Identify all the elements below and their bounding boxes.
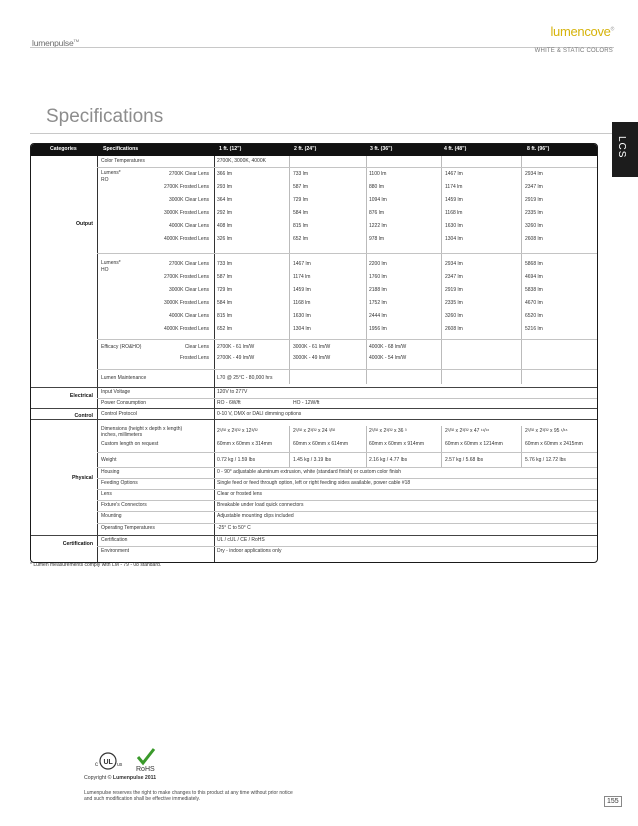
lumen-value: 293 lm [217, 184, 233, 190]
lumen-value: 1174 lm [445, 184, 463, 190]
spec-value: UL / cUL / CE / RoHS [217, 537, 265, 543]
category-divider [31, 408, 597, 409]
lumen-value: 1630 lm [445, 223, 463, 229]
rohs-mark: RoHS [136, 766, 155, 773]
spec-label: Environment [101, 548, 130, 554]
lumen-value: 5216 lm [525, 326, 543, 332]
spec-value: 0 - 90° adjustable aluminum extrusion, white (standard finish) or custom color finish [217, 469, 402, 475]
lumen-value: 1630 lm [293, 313, 311, 319]
efficacy-value: 3000K - 49 lm/W [293, 355, 331, 361]
lens-label: 2700K Frosted Lens [163, 184, 209, 190]
spec-label: Control Protocol [101, 411, 137, 417]
lumencove-logo: lumencove® [550, 24, 614, 39]
category-divider [31, 419, 597, 420]
legal-line: Lumenpulse reserves the right to make changes to this product at any time without prior notice [84, 790, 293, 796]
side-tab: LCS [612, 122, 638, 177]
weight-value: 2.16 kg / 4.77 lbs [369, 457, 408, 463]
spec-value: -25° C to 50° C [217, 525, 251, 531]
category-certification: Certification [62, 541, 93, 547]
efficacy-value: 2700K - 61 lm/W [217, 344, 255, 350]
row-divider [97, 511, 597, 512]
lumen-value: 2200 lm [369, 261, 387, 267]
lumen-value: 1168 lm [445, 210, 463, 216]
spec-value: 0-10 V, DMX or DALI dimming options [217, 411, 302, 417]
lumen-value: 584 lm [293, 210, 309, 216]
row-divider [97, 467, 597, 468]
heading-divider [30, 133, 614, 134]
spec-label: RO [101, 177, 109, 183]
weight-value: 1.45 kg / 3.19 lbs [293, 457, 332, 463]
lumen-value: 2335 lm [525, 210, 543, 216]
grid-col [441, 156, 442, 384]
category-divider [31, 535, 597, 536]
spec-label: Lumen Maintenance [101, 375, 147, 381]
lumen-value: 587 lm [293, 184, 309, 190]
dimension-inches: 2³/³² x 2³/³² x 47 ¹¹/¹⁶ [445, 428, 490, 434]
lumen-value: 1752 lm [369, 300, 387, 306]
table-header [31, 144, 597, 156]
row-divider [97, 478, 597, 479]
top-divider [30, 47, 614, 48]
lumen-value: 652 lm [293, 236, 309, 242]
grid-col [521, 426, 522, 467]
dimension-inches: 2³/³² x 2³/³² x 12³/³² [217, 428, 258, 434]
lumen-value: 587 lm [217, 274, 233, 280]
lens-label: 3000K Clear Lens [168, 197, 209, 203]
spec-label: Lumens* [101, 170, 121, 176]
grid-col [366, 156, 367, 384]
row-divider [97, 167, 597, 168]
category-divider [31, 387, 597, 388]
lumen-value: 2934 lm [525, 171, 543, 177]
lumen-value: 3260 lm [445, 313, 463, 319]
lens-label: Clear Lens [184, 344, 209, 350]
lumen-value: 4670 lm [525, 300, 543, 306]
lumen-value: 729 lm [293, 197, 309, 203]
lens-label: 2700K Clear Lens [168, 261, 209, 267]
lumen-value: 652 lm [217, 326, 233, 332]
legal-line: and such modification shall be effective immediately. [84, 796, 200, 802]
lumen-value: 2608 lm [445, 326, 463, 332]
spec-value: Adjustable mounting clips included [217, 513, 294, 519]
lens-label: 4000K Clear Lens [168, 313, 209, 319]
lumen-value: 1304 lm [293, 326, 311, 332]
header-3ft: 3 ft. (36") [370, 146, 393, 152]
grid-col [289, 426, 290, 467]
dimension-mm: 60mm x 60mm x 614mm [293, 441, 349, 447]
lumen-value: 978 lm [369, 236, 385, 242]
spec-label: Operating Temperatures [101, 525, 155, 531]
row-divider [97, 546, 597, 547]
dimension-mm: 60mm x 60mm x 1214mm [445, 441, 503, 447]
lumen-value: 729 lm [217, 287, 233, 293]
lens-label: 3000K Frosted Lens [163, 210, 209, 216]
lumen-value: 880 lm [369, 184, 385, 190]
lumen-value: 364 lm [217, 197, 233, 203]
lumen-value: 2919 lm [525, 197, 543, 203]
category-control: Control [74, 413, 93, 419]
efficacy-value: 4000K - 68 lm/W [369, 344, 407, 350]
lumen-value: 5868 lm [525, 261, 543, 267]
lumen-value: 2934 lm [445, 261, 463, 267]
spec-label: Mounting [101, 513, 122, 519]
header-2ft: 2 ft. (24") [294, 146, 317, 152]
lumen-value: 1222 lm [369, 223, 387, 229]
lumen-value: 876 lm [369, 210, 385, 216]
category-physical: Physical [71, 475, 93, 481]
dimension-inches: 2³/³² x 2³/³² x 24 ³/³² [293, 428, 336, 434]
lens-label: 3000K Clear Lens [168, 287, 209, 293]
cert-logos [82, 747, 172, 773]
spec-value: 120V to 277V [217, 389, 248, 395]
lumen-value: 1467 lm [445, 171, 463, 177]
lumen-value: 2347 lm [445, 274, 463, 280]
spec-label: Fixture's Connectors [101, 502, 147, 508]
dimension-mm: 60mm x 60mm x 314mm [217, 441, 273, 447]
grid-col [366, 426, 367, 467]
spec-label: Power Consumption [101, 400, 147, 406]
weight-value: 0.72 kg / 1.59 lbs [217, 457, 256, 463]
lumen-value: 1174 lm [293, 274, 311, 280]
lens-label: 3000K Frosted Lens [163, 300, 209, 306]
header-8ft: 8 ft. (96") [527, 146, 550, 152]
dimension-mm: 60mm x 60mm x 2415mm [525, 441, 583, 447]
grid-col [214, 156, 215, 562]
lumen-value: 4694 lm [525, 274, 543, 280]
lumen-value: 1459 lm [445, 197, 463, 203]
dimension-mm: 60mm x 60mm x 914mm [369, 441, 425, 447]
lens-label: 4000K Frosted Lens [163, 326, 209, 332]
spec-label: Weight [101, 457, 117, 463]
grid-col [289, 156, 290, 384]
spec-label: inches, millimeters [101, 432, 143, 438]
lumen-value: 1467 lm [293, 261, 311, 267]
lens-label: 2700K Clear Lens [168, 171, 209, 177]
grid-col [521, 156, 522, 384]
row-divider [97, 398, 597, 399]
spec-label: Feeding Options [101, 480, 138, 486]
lens-label: 4000K Frosted Lens [163, 236, 209, 242]
spec-label: Efficacy (RO&HO) [101, 344, 142, 350]
us-mark: us [117, 762, 123, 768]
lumen-value: 2444 lm [369, 313, 387, 319]
lumen-value: 2188 lm [369, 287, 387, 293]
efficacy-value: 2700K - 49 lm/W [217, 355, 255, 361]
weight-value: 2.57 kg / 5.68 lbs [445, 457, 484, 463]
grid-col [97, 156, 98, 562]
lumen-value: 1304 lm [445, 236, 463, 242]
weight-value: 5.76 kg / 12.72 lbs [525, 457, 566, 463]
spec-label: HO [101, 267, 109, 273]
spec-label: Color Temperatures [101, 158, 145, 164]
spec-table [30, 143, 598, 563]
dimension-inches: 2³/³² x 2³/³² x 36 ³ [369, 428, 407, 434]
lumen-value: 6520 lm [525, 313, 543, 319]
spec-label: Certification [101, 537, 128, 543]
row-divider [97, 489, 597, 490]
lumen-value: 733 lm [217, 261, 233, 267]
spec-value: Dry - indoor applications only [217, 548, 282, 554]
row-divider [97, 452, 597, 453]
page-number: 155 [604, 796, 622, 807]
lens-label: 4000K Clear Lens [168, 223, 209, 229]
product-subtitle: WHITE & STATIC COLORS [534, 48, 613, 54]
spec-value: 2700K, 3000K, 4000K [217, 158, 266, 164]
lumen-value: 815 lm [293, 223, 309, 229]
spec-value: Breakable under load quick connectors [217, 502, 304, 508]
spec-value: HO - 12W/ft [293, 400, 320, 406]
spec-value: Single feed or feed through option, left or right feeding sides available, power cable #18 [217, 480, 411, 486]
c-mark: c [95, 762, 98, 768]
legal-notice [84, 790, 293, 802]
row-divider [97, 369, 597, 370]
dimension-inches: 2³/³² x 2³/³² x 95 ¹/¹⁶ [525, 428, 568, 434]
header-4ft: 4 ft. (48") [444, 146, 467, 152]
lumen-value: 2608 lm [525, 236, 543, 242]
lumen-value: 5838 lm [525, 287, 543, 293]
page-heading: Specifications [46, 106, 164, 127]
lumenpulse-logo: lumenpulse™ [32, 38, 79, 48]
header-categories: Categories [50, 146, 77, 152]
lumen-value: 1760 lm [369, 274, 387, 280]
lumen-value: 815 lm [217, 313, 233, 319]
lumen-value: 1956 lm [369, 326, 387, 332]
lumen-value: 408 lm [217, 223, 233, 229]
efficacy-value: 3000K - 61 lm/W [293, 344, 331, 350]
row-divider [97, 253, 597, 254]
lumen-value: 326 lm [217, 236, 233, 242]
grid-col [441, 426, 442, 467]
spec-label: Housing [101, 469, 120, 475]
efficacy-value: 4000K - 54 lm/W [369, 355, 407, 361]
spec-label: Dimensions (height x depth x length) [101, 426, 183, 432]
ul-mark: UL [103, 759, 113, 766]
lens-label: Frosted Lens [179, 355, 209, 361]
row-divider [97, 500, 597, 501]
lumen-value: 292 lm [217, 210, 233, 216]
spec-label: Lumens* [101, 260, 121, 266]
lumen-value: 733 lm [293, 171, 309, 177]
row-divider [97, 339, 597, 340]
category-output: Output [76, 221, 93, 227]
lumen-value: 1100 lm [369, 171, 387, 177]
category-electrical: Electrical [69, 393, 93, 399]
spec-label: Input Voltage [101, 389, 131, 395]
row-divider [97, 523, 597, 524]
spec-label: Custom length on request [101, 441, 159, 447]
copyright: Copyright © Lumenpulse 2011 [84, 775, 157, 781]
certification-marks [82, 747, 172, 773]
lumen-value: 1094 lm [369, 197, 387, 203]
lens-label: 2700K Frosted Lens [163, 274, 209, 280]
lumen-value: 1168 lm [293, 300, 311, 306]
lumen-value: 366 lm [217, 171, 233, 177]
header-1ft: 1 ft. (12") [219, 146, 242, 152]
lumen-value: 2347 lm [525, 184, 543, 190]
lumen-value: 2335 lm [445, 300, 463, 306]
lumen-value: 2919 lm [445, 287, 463, 293]
lumen-value: 1459 lm [293, 287, 311, 293]
spec-value: RO - 6W/ft [217, 400, 241, 406]
spec-value: Clear or frosted lens [217, 491, 263, 497]
header-specifications: Specifications [103, 146, 139, 152]
spec-value: L70 @ 25°C - 80,000 hrs [217, 375, 273, 381]
spec-label: Lens [101, 491, 112, 497]
lumen-value: 3260 lm [525, 223, 543, 229]
lumen-value: 584 lm [217, 300, 233, 306]
footnote: * Lumen measurements comply with LM - 79 - 08 standard. [30, 562, 162, 568]
rohs-check-icon [138, 749, 154, 763]
